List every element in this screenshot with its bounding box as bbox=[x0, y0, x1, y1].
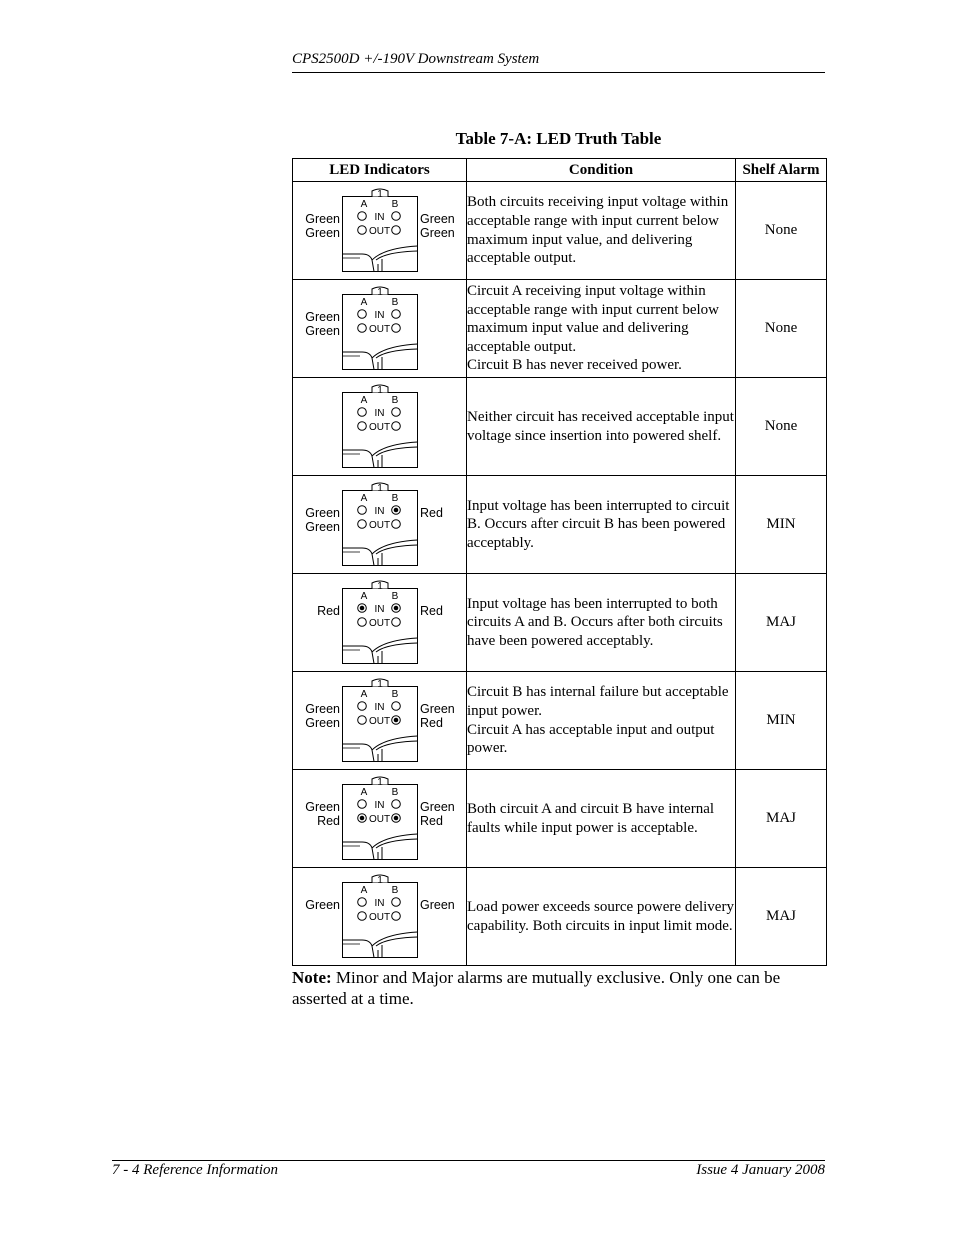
led-b-out-icon bbox=[392, 618, 401, 627]
led-b-in-icon bbox=[392, 408, 401, 417]
condition-text: Load power exceeds source powere delivery capability. Both circuits in input limit mode. bbox=[467, 898, 734, 934]
module-number-label: 1 bbox=[377, 287, 383, 298]
module-number-label: 1 bbox=[377, 483, 383, 494]
shelf-alarm-cell: MIN bbox=[736, 672, 827, 770]
led-a-in-icon bbox=[358, 310, 367, 319]
condition-text: Circuit A has acceptable input and output power. bbox=[467, 721, 715, 757]
led-indicator-figure bbox=[293, 574, 466, 671]
circuit-b-label: B bbox=[391, 395, 399, 406]
led-b-out-icon bbox=[392, 422, 401, 431]
led-label-left-out: Green bbox=[305, 324, 340, 338]
condition-cell bbox=[467, 280, 736, 378]
circuit-b-label: B bbox=[391, 787, 399, 798]
led-indicator-figure bbox=[293, 378, 466, 475]
led-a-in-icon bbox=[358, 506, 367, 515]
footer-rule bbox=[112, 1160, 825, 1161]
led-label-right-in: Green bbox=[420, 212, 455, 226]
table-row bbox=[293, 770, 827, 868]
led-label-left-out: Green bbox=[305, 226, 340, 240]
led-indicator-cell bbox=[293, 182, 467, 280]
power-module-faceplate bbox=[340, 776, 420, 862]
in-label: IN bbox=[374, 310, 385, 321]
out-label: OUT bbox=[368, 814, 391, 825]
circuit-a-label: A bbox=[360, 395, 368, 406]
led-a-out-icon bbox=[358, 226, 367, 235]
module-number-label: 1 bbox=[377, 385, 383, 396]
led-b-in-icon bbox=[392, 310, 401, 319]
led-indicator-cell bbox=[293, 770, 467, 868]
led-label-right-in: Red bbox=[420, 604, 443, 618]
module-number-label: 1 bbox=[377, 777, 383, 788]
circuit-b-label: B bbox=[391, 689, 399, 700]
out-label: OUT bbox=[368, 912, 391, 923]
led-label-right-in: Green bbox=[420, 702, 455, 716]
table-row bbox=[293, 868, 827, 966]
led-label-left-in: Green bbox=[305, 506, 340, 520]
condition-cell bbox=[467, 770, 736, 868]
led-indicator-cell bbox=[293, 868, 467, 966]
circuit-b-label: B bbox=[391, 591, 399, 602]
table-row bbox=[293, 476, 827, 574]
note-label: Note: bbox=[292, 968, 332, 987]
module-number-label: 1 bbox=[377, 875, 383, 886]
power-module-faceplate bbox=[340, 286, 420, 372]
circuit-a-label: A bbox=[360, 297, 368, 308]
in-label: IN bbox=[374, 212, 385, 223]
running-header: CPS2500D +/-190V Downstream System bbox=[292, 51, 540, 67]
shelf-alarm-cell: MAJ bbox=[736, 770, 827, 868]
shelf-alarm-cell: None bbox=[736, 280, 827, 378]
led-lit-a-in-icon bbox=[360, 606, 365, 611]
led-lit-b-out-icon bbox=[394, 816, 399, 821]
led-label-left-in: Green bbox=[305, 702, 340, 716]
in-label: IN bbox=[374, 506, 385, 517]
circuit-a-label: A bbox=[360, 787, 368, 798]
circuit-a-label: A bbox=[360, 493, 368, 504]
led-a-in-icon bbox=[358, 800, 367, 809]
circuit-a-label: A bbox=[360, 199, 368, 210]
led-b-out-icon bbox=[392, 226, 401, 235]
led-label-right-in: Red bbox=[420, 506, 443, 520]
table-row bbox=[293, 378, 827, 476]
table-row bbox=[293, 182, 827, 280]
condition-cell bbox=[467, 476, 736, 574]
column-header-shelf-alarm: Shelf Alarm bbox=[736, 159, 827, 182]
module-number-label: 1 bbox=[377, 581, 383, 592]
led-a-out-icon bbox=[358, 912, 367, 921]
led-truth-table bbox=[292, 158, 827, 966]
power-module-faceplate bbox=[340, 384, 420, 470]
in-label: IN bbox=[374, 800, 385, 811]
led-indicator-figure bbox=[293, 770, 466, 867]
power-module-faceplate bbox=[340, 678, 420, 764]
led-label-left-in: Green bbox=[305, 310, 340, 324]
out-label: OUT bbox=[368, 324, 391, 335]
led-a-out-icon bbox=[358, 324, 367, 333]
header-rule bbox=[292, 72, 825, 73]
shelf-alarm-cell: None bbox=[736, 378, 827, 476]
led-b-in-icon bbox=[392, 212, 401, 221]
in-label: IN bbox=[374, 408, 385, 419]
condition-cell bbox=[467, 182, 736, 280]
led-indicator-figure bbox=[293, 182, 466, 279]
led-lit-b-out-icon bbox=[394, 718, 399, 723]
condition-text: Circuit B has internal failure but acceptable input power. bbox=[467, 684, 729, 719]
led-indicator-figure bbox=[293, 868, 466, 965]
led-indicator-cell bbox=[293, 378, 467, 476]
led-label-left-in: Red bbox=[317, 604, 340, 618]
power-module-faceplate bbox=[340, 580, 420, 666]
condition-text: Neither circuit has received acceptable input voltage since insertion into powered shelf. bbox=[467, 408, 734, 444]
circuit-a-label: A bbox=[360, 591, 368, 602]
power-module-faceplate bbox=[340, 874, 420, 960]
led-lit-b-in-icon bbox=[394, 508, 399, 513]
led-b-in-icon bbox=[392, 702, 401, 711]
led-label-right-out: Red bbox=[420, 814, 443, 828]
led-b-in-icon bbox=[392, 800, 401, 809]
led-lit-b-in-icon bbox=[394, 606, 399, 611]
out-label: OUT bbox=[368, 716, 391, 727]
condition-text: Circuit B has never received power. bbox=[467, 357, 682, 374]
out-label: OUT bbox=[368, 618, 391, 629]
column-header-condition: Condition bbox=[467, 159, 736, 182]
led-indicator-figure bbox=[293, 476, 466, 573]
condition-cell bbox=[467, 574, 736, 672]
led-indicator-cell bbox=[293, 476, 467, 574]
condition-cell bbox=[467, 378, 736, 476]
led-a-out-icon bbox=[358, 520, 367, 529]
column-header-led-indicators: LED Indicators bbox=[293, 159, 467, 182]
led-indicator-figure bbox=[293, 672, 466, 769]
table-row bbox=[293, 672, 827, 770]
condition-text: Input voltage has been interrupted to circuit B. Occurs after circuit B has been powered acceptably. bbox=[467, 497, 730, 551]
led-a-in-icon bbox=[358, 702, 367, 711]
footer-issue: Issue 4 January 2008 bbox=[696, 1162, 825, 1178]
footer-section: 7 - 4 Reference Information bbox=[112, 1162, 279, 1178]
in-label: IN bbox=[374, 604, 385, 615]
led-label-left-out: Green bbox=[305, 520, 340, 534]
table-header-row bbox=[293, 159, 827, 182]
condition-cell bbox=[467, 672, 736, 770]
power-module-faceplate bbox=[340, 482, 420, 568]
led-label-right-in: Green bbox=[420, 898, 455, 912]
led-a-out-icon bbox=[358, 716, 367, 725]
shelf-alarm-cell: MAJ bbox=[736, 868, 827, 966]
table-note bbox=[292, 967, 825, 1009]
led-label-left-out: Green bbox=[305, 716, 340, 730]
in-label: IN bbox=[374, 702, 385, 713]
out-label: OUT bbox=[368, 226, 391, 237]
led-b-out-icon bbox=[392, 912, 401, 921]
led-lit-a-out-icon bbox=[360, 816, 365, 821]
table-title: Table 7-A: LED Truth Table bbox=[455, 129, 662, 148]
table-row bbox=[293, 574, 827, 672]
led-label-left-out: Red bbox=[317, 814, 340, 828]
condition-text: Circuit A receiving input voltage within acceptable range with input current below maximum input value and delivering acceptable output. bbox=[467, 283, 719, 355]
condition-cell bbox=[467, 868, 736, 966]
led-b-out-icon bbox=[392, 520, 401, 529]
led-label-left-in: Green bbox=[305, 898, 340, 912]
led-indicator-cell bbox=[293, 672, 467, 770]
power-module-faceplate bbox=[340, 188, 420, 274]
module-number-label: 1 bbox=[377, 679, 383, 690]
led-a-in-icon bbox=[358, 408, 367, 417]
shelf-alarm-cell: MIN bbox=[736, 476, 827, 574]
circuit-b-label: B bbox=[391, 493, 399, 504]
circuit-b-label: B bbox=[391, 199, 399, 210]
led-a-out-icon bbox=[358, 618, 367, 627]
led-indicator-cell bbox=[293, 574, 467, 672]
led-label-right-out: Red bbox=[420, 716, 443, 730]
out-label: OUT bbox=[368, 520, 391, 531]
circuit-b-label: B bbox=[391, 885, 399, 896]
shelf-alarm-cell: MAJ bbox=[736, 574, 827, 672]
table-row bbox=[293, 280, 827, 378]
led-label-left-in: Green bbox=[305, 800, 340, 814]
led-b-in-icon bbox=[392, 898, 401, 907]
led-label-left-in: Green bbox=[305, 212, 340, 226]
module-number-label: 1 bbox=[377, 189, 383, 200]
led-a-out-icon bbox=[358, 422, 367, 431]
circuit-b-label: B bbox=[391, 297, 399, 308]
condition-text: Input voltage has been interrupted to both circuits A and B. Occurs after both circuits have been powered acceptably. bbox=[467, 595, 723, 649]
in-label: IN bbox=[374, 898, 385, 909]
note-text: Minor and Major alarms are mutually exclusive. Only one can be asserted at a time. bbox=[292, 968, 781, 1008]
circuit-a-label: A bbox=[360, 689, 368, 700]
led-indicator-figure bbox=[293, 280, 466, 377]
led-indicator-cell bbox=[293, 280, 467, 378]
condition-text: Both circuits receiving input voltage within acceptable range with input current below maximum input value, and delivering acceptable output. bbox=[467, 194, 729, 267]
led-a-in-icon bbox=[358, 898, 367, 907]
out-label: OUT bbox=[368, 422, 391, 433]
led-label-right-in: Green bbox=[420, 800, 455, 814]
led-label-right-out: Green bbox=[420, 226, 455, 240]
led-a-in-icon bbox=[358, 212, 367, 221]
shelf-alarm-cell: None bbox=[736, 182, 827, 280]
circuit-a-label: A bbox=[360, 885, 368, 896]
led-b-out-icon bbox=[392, 324, 401, 333]
condition-text: Both circuit A and circuit B have internal faults while input power is acceptable. bbox=[467, 800, 715, 836]
